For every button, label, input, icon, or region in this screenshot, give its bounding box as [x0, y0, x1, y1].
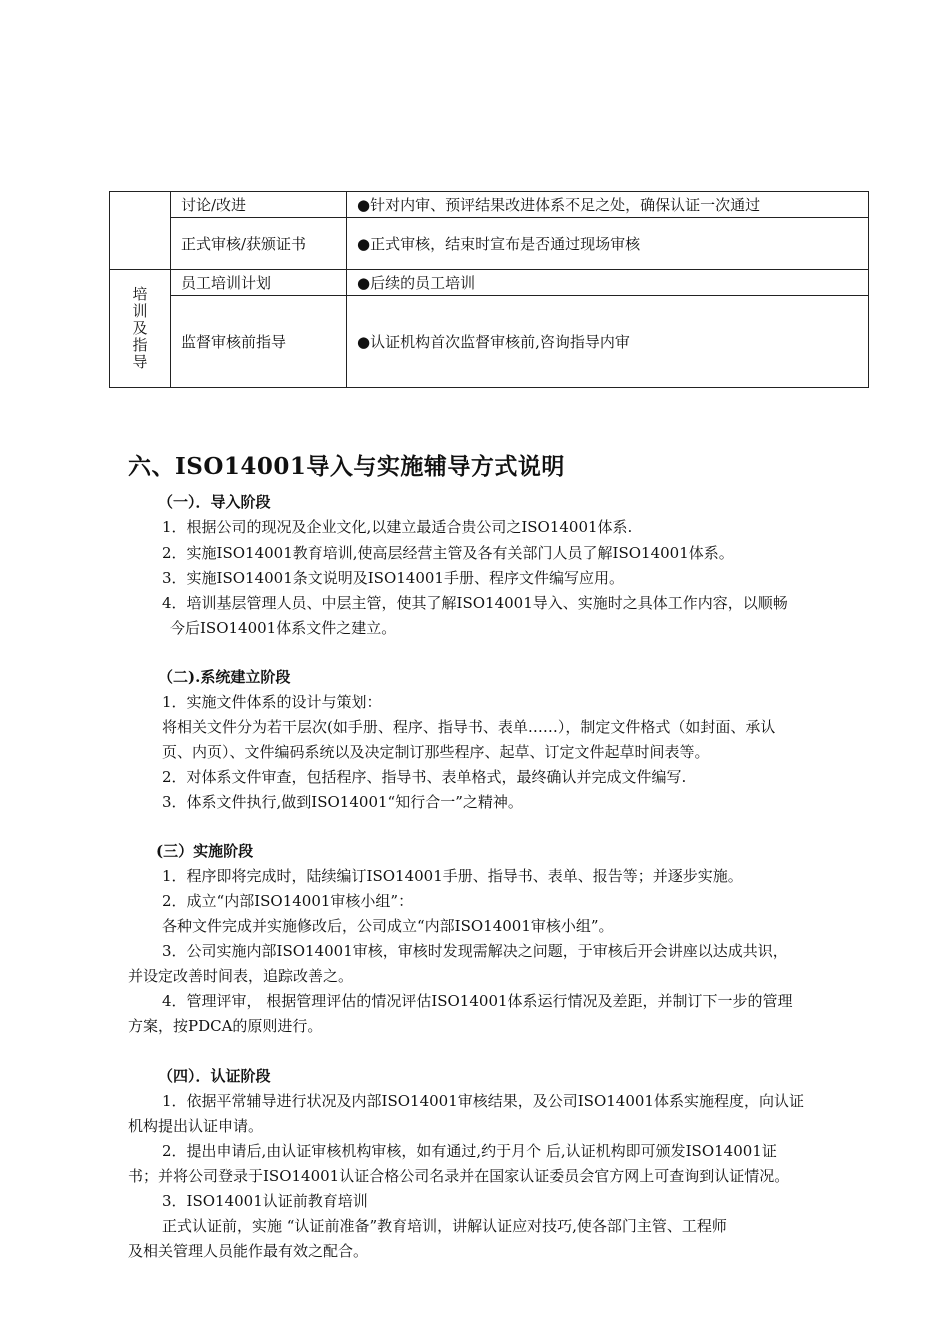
- paragraph-line: 4．管理评审， 根据管理评估的情况评估ISO14001体系运行情况及差距，并制订下一步的管理: [162, 992, 793, 1010]
- table-stage-cell: 员工培训计划: [171, 270, 347, 296]
- paragraph-line: 1．程序即将完成时，陆续编订ISO14001手册、指导书、表单、报告等；并逐步实施。: [162, 867, 743, 885]
- paragraph-line: 书；并将公司登录于ISO14001认证合格公司名录并在国家认证委员会官方网上可查询到认证情况。: [128, 1167, 790, 1185]
- phase-title: (三）实施阶段: [156, 842, 254, 860]
- paragraph-line: 方案，按PDCA的原则进行。: [128, 1017, 323, 1035]
- table-category-cell: [110, 270, 171, 388]
- table-desc-cell: ●针对内审、预评结果改进体系不足之处，确保认证一次通过: [347, 192, 869, 218]
- table-row: [110, 296, 869, 388]
- phase-title: （一）．导入阶段: [158, 493, 271, 511]
- table-stage-cell: 正式审核/获颁证书: [171, 218, 347, 270]
- table-stage-cell: 讨论/改进: [171, 192, 347, 218]
- paragraph-line: 机构提出认证申请。: [128, 1117, 264, 1135]
- table-stage-cell: 监督审核前指导: [171, 296, 347, 388]
- table-desc-cell: ●后续的员工培训: [347, 270, 869, 296]
- table-category-cell-empty: [110, 192, 171, 270]
- service-table: [109, 191, 869, 388]
- paragraph-line: 1．依据平常辅导进行状况及内部ISO14001审核结果，及公司ISO14001体系实施程度，向认证: [162, 1092, 804, 1110]
- paragraph-line: 各种文件完成并实施修改后，公司成立“内部ISO14001审核小组”。: [162, 917, 614, 935]
- paragraph-line: 将相关文件分为若干层次(如手册、程序、指导书、表单……），制定文件格式（如封面、承认: [162, 718, 776, 736]
- phase-title: （二).系统建立阶段: [158, 668, 291, 686]
- paragraph-line: 2．实施ISO14001教育培训,使高层经营主管及各有关部门人员了解ISO14001体系。: [162, 544, 734, 562]
- paragraph-line: 3．体系文件执行,做到ISO14001“知行合一”之精神。: [162, 793, 523, 811]
- table-desc-cell: ●正式审核，结束时宣布是否通过现场审核: [347, 218, 869, 270]
- paragraph-line: 2．对体系文件审查，包括程序、指导书、表单格式，最终确认并完成文件编写.: [162, 768, 687, 786]
- paragraph-line: 3．公司实施内部ISO14001审核，审核时发现需解决之问题，于审核后开会讲座以达成共识，: [162, 942, 788, 960]
- phase-title: （四）．认证阶段: [158, 1067, 271, 1085]
- table-row: [110, 218, 869, 270]
- section-title: 六、ISO14001导入与实施辅导方式说明: [128, 453, 565, 480]
- paragraph-line: 及相关管理人员能作最有效之配合。: [128, 1242, 369, 1260]
- paragraph-line: 正式认证前，实施 “认证前准备”教育培训，讲解认证应对技巧,使各部门主管、工程师: [162, 1217, 727, 1235]
- paragraph-line: 并设定改善时间表，追踪改善之。: [128, 967, 354, 985]
- paragraph-line: 3．ISO14001认证前教育培训: [162, 1192, 368, 1210]
- paragraph-line: 3．实施ISO14001条文说明及ISO14001手册、程序文件编写应用。: [162, 569, 624, 587]
- paragraph-line: 今后ISO14001体系文件之建立。: [170, 619, 397, 637]
- table-row: [110, 192, 869, 218]
- paragraph-line: 页、内页）、文件编码系统以及决定制订那些程序、起草、订定文件起草时间表等。: [162, 743, 710, 761]
- paragraph-line: 4．培训基层管理人员、中层主管，使其了解ISO14001导入、实施时之具体工作内容，以顺畅: [162, 594, 788, 612]
- paragraph-line: 1．根据公司的现况及企业文化,以建立最适合贵公司之ISO14001体系.: [162, 518, 633, 536]
- paragraph-line: 2．提出申请后,由认证审核机构审核，如有通过,约于月个 后,认证机构即可颁发ISO14001证: [162, 1142, 777, 1160]
- paragraph-line: 1．实施文件体系的设计与策划：: [162, 693, 382, 711]
- category-label: 培训及指导: [132, 285, 148, 371]
- table-desc-cell: ●认证机构首次监督审核前,咨询指导内审: [347, 296, 869, 388]
- table-row: [110, 270, 869, 296]
- paragraph-line: 2．成立“内部ISO14001审核小组”：: [162, 892, 414, 910]
